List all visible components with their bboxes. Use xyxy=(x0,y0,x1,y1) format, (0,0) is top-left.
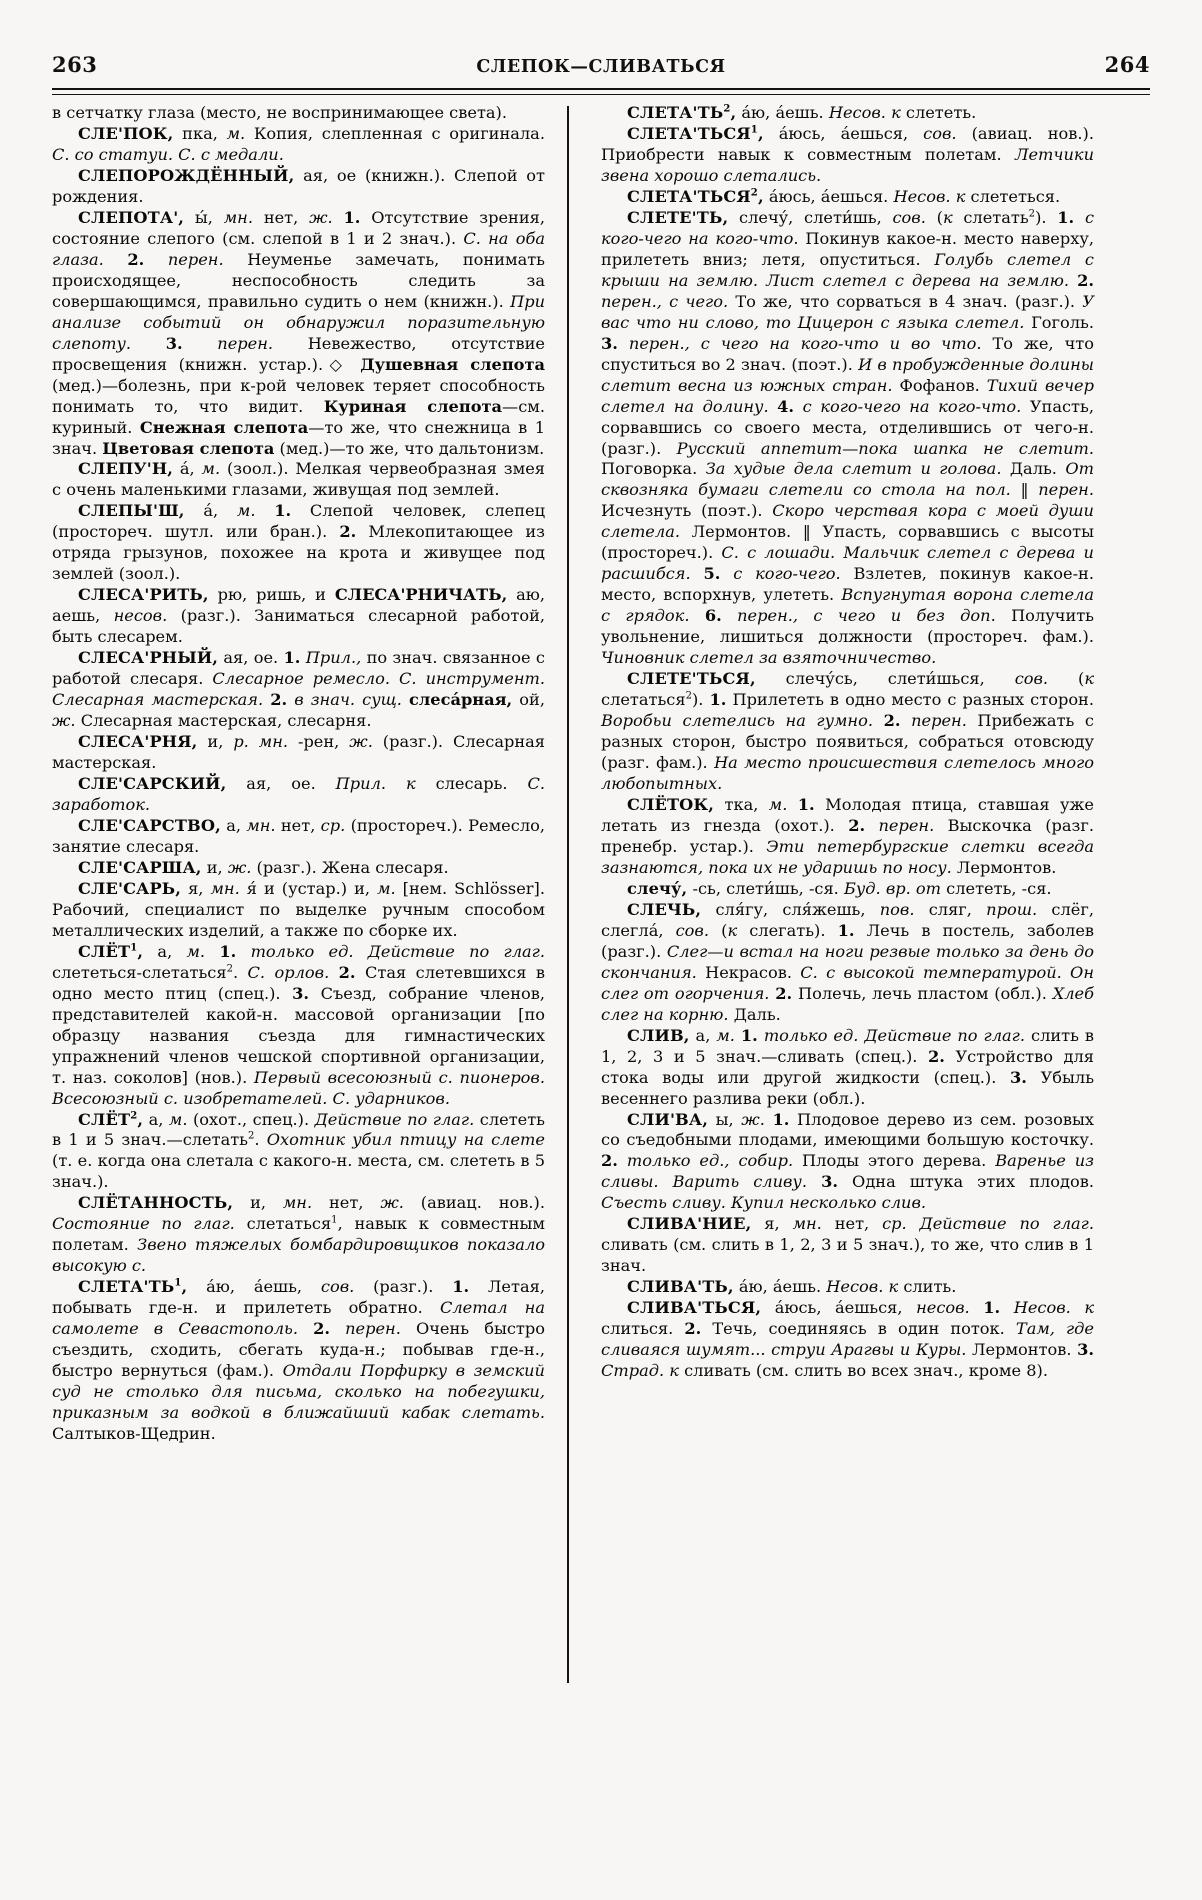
dictionary-entry xyxy=(52,208,545,460)
entry-headword: СЛЕСА'РНЯ, xyxy=(78,732,198,752)
dictionary-entry xyxy=(601,879,1094,900)
entry-headword: СЛЕТЕ'ТЬ, xyxy=(627,207,729,227)
entry-headword: СЛИ'ВА, xyxy=(627,1109,708,1129)
column-left xyxy=(52,103,567,1863)
header-rule xyxy=(52,88,1150,95)
entry-body: я, мн. я́ и (устар.) и, м. [нем. Schlösser]. Рабочий, специалист по выделке ручным способом металлических изделий, а также по сборке их. xyxy=(52,878,546,940)
folio-right: 264 xyxy=(1104,52,1150,77)
dictionary-entry xyxy=(52,732,545,774)
entry-headword: СЛЕПОТА', xyxy=(78,207,185,227)
dictionary-entry xyxy=(601,1026,1094,1110)
entry-body: áюсь, áешься. Несов. к слететься. xyxy=(763,186,1061,206)
dictionary-entry xyxy=(52,858,545,879)
entry-body: ы, ж. 1. Плодовое дерево из сем. розовых со съедобными плодами, имеющими большую косточку. 2. только ед., собир. Плоды этого дерева. Варенье из сливы. Варить сливу. 3. Одна штука этих плодов. Съесть сливу. Купил несколько слив. xyxy=(601,1109,1094,1213)
entry-body: и, р. мн. -рен, ж. (разг.). Слесарная мастерская. xyxy=(52,732,545,773)
entry-body: áюсь, áешься, несов. 1. Несов. к слиться. 2. Течь, соединяясь в один поток. Там, где сливаяся шумят... струи Арагвы и Куры. Лермонтов. 3. Страд. к сливать (см. слить во всех знач., кроме 8). xyxy=(601,1298,1095,1381)
entry-headword: СЛЕ'САРША, xyxy=(78,857,202,877)
entry-body: рю, ришь, и СЛЕСА'РНИЧАТЬ, аю, аешь, несов. (разг.). Заниматься слесарной работой, быть слесарем. xyxy=(52,585,545,647)
entry-headword: СЛЕТА'ТЬСЯ$^1$, xyxy=(627,123,764,143)
entry-body: ы́, мн. нет, ж. 1. Отсутствие зрения, состояние слепого (см. слепой в 1 и 2 знач.). С. на оба глаза. 2. перен. Неуменье замечать, понимать происходящее, неспособность следить за совершающимся, правильно судить о нем (книжн.). При анализе событий он обнаружил поразительную слепоту. 3. перен. Невежество, отсутствие просвещения (книжн. устар.).◇ Душевная слепота (мед.)—болезнь, при к-рой человек теряет способность понимать то, что видит. Куриная слепота—см. куриный. Снежная слепота—то же, что снежница в 1 знач. Цветовая слепота (мед.)—то же, что дальтонизм. xyxy=(52,207,546,458)
dictionary-entry xyxy=(52,1193,545,1277)
entry-headword: СЛИВА'ТЬ, xyxy=(627,1277,734,1297)
entry-headword: СЛЕСА'РИТЬ, xyxy=(78,585,209,605)
entry-body: и, мн. нет, ж. (авиац. нов.). Состояние по глаг. слетаться$^1$, навык к совместным полетам. Звено тяжелых бомбардировщиков показало высокую с. xyxy=(52,1193,546,1276)
entry-body: áю, áешь. Несов. к слить. xyxy=(733,1277,957,1297)
dictionary-entry xyxy=(601,1298,1094,1382)
dictionary-entry xyxy=(52,1277,545,1445)
dictionary-entry xyxy=(601,1277,1094,1298)
dictionary-entry xyxy=(52,124,545,166)
folio-left: 263 xyxy=(52,52,98,77)
entry-body: сля́гу, сля́жешь, пов. сляг, прош. слёг, слегла́, сов. (к слегать). 1. Лечь в постель, заболев (разг.). Слег—и встал на ноги резвые только за день до скончания. Некрасов. С. с высокой температурой. Он слег от огорчения. 2. Полечь, лечь пластом (обл.). Хлеб слег на корню. Даль. xyxy=(601,899,1095,1024)
entry-body: а, м. 1. только ед. Действие по глаг. слить в 1, 2, 3 и 5 знач.—сливать (спец.). 2. Устройство для стока воды или другой жидкости (спец.). 3. Убыль весеннего разлива реки (обл.). xyxy=(601,1025,1095,1108)
entry-body: слечу́, слети́шь, сов. (к слетать$^2$). 1. с кого-чего на кого-что. Покинув какое-н. место наверху, прилететь вниз; летя, опуститься. Голубь слетел с крыши на землю. Лист слетел с дерева на землю. 2. перен., с чего. То же, что сорваться в 4 знач. (разг.). У вас что ни слово, то Цицерон с языка слетел. Гоголь. 3. перен., с чего на кого-что и во что. То же, что спуститься во 2 знач. (поэт.). И в пробужденные долины слетит весна из южных стран. Фофанов. Тихий вечер слетел на долину. 4. с кого-чего на кого-что. Упасть, сорвавшись со своего места, отделившись от чего-н. (разг.). Русский аппетит—пока шапка не слетит. Поговорка. За худые дела слетит и голова. Даль. От сквозняка бумаги слетели со стола на пол. ‖ перен. Исчезнуть (поэт.). Скоро черствая кора с моей души слетела. Лермонтов. ‖ Упасть, сорвавшись с высоты (простореч.). С. с лошади. Мальчик слетел с дерева и расшибся. 5. с кого-чего. Взлетев, покинув какое-н. место, вспорхнув, улететь. Вспугнутая ворона слетела с грядок. 6. перен., с чего и без доп. Получить увольнение, лишиться должности (простореч. фам.). Чиновник слетел за взяточничество. xyxy=(601,207,1095,668)
entry-headword: СЛИВА'ТЬСЯ, xyxy=(627,1298,762,1318)
dictionary-entry xyxy=(601,124,1094,187)
entry-headword: СЛЕ'САРСКИЙ, xyxy=(78,774,227,793)
entry-headword: $СЛЕТА'ТЬ^1$, xyxy=(78,1277,188,1297)
entry-body: áю, áешь. Несов. к слететь. xyxy=(736,103,977,122)
dictionary-entry xyxy=(52,459,545,501)
entry-body: я, мн. нет, ср. Действие по глаг. сливать (см. слить в 1, 2, 3 и 5 знач.), то же, что слив в 1 знач. xyxy=(601,1214,1095,1276)
entry-body: á, м. 1. Слепой человек, слепец (простореч. шутл. или бран.). 2. Млекопитающее из отряда грызунов, похожее на крота и живущее под землей (зоол.). xyxy=(52,501,545,584)
entry-headword: СЛЕТЕ'ТЬСЯ, xyxy=(627,669,756,689)
running-title: СЛЕПОК—СЛИВАТЬСЯ xyxy=(476,57,726,77)
dictionary-entry xyxy=(601,103,1094,124)
entry-headword: СЛЁТАННОСТЬ, xyxy=(78,1193,234,1213)
dictionary-entry xyxy=(52,816,545,858)
entry-headword: СЛИВ, xyxy=(627,1025,690,1045)
entry-body: тка, м. 1. Молодая птица, ставшая уже летать из гнезда (охот.). 2. перен. Выскочка (разг. пренебр. устар.). Эти петербургские слетки всегда зазнаются, пока их не ударишь по носу. Лермонтов. xyxy=(601,794,1095,877)
dictionary-entry xyxy=(601,208,1094,669)
dictionary-entry xyxy=(52,1110,545,1194)
entry-body: ая, ое. 1. Прил., по знач. связанное с работой слесаря. Слесарное ремесло. С. инструмент. Слесарная мастерская. 2. в знач. сущ. слеса́рная, ой, ж. Слесарная мастерская, слесарня. xyxy=(52,648,546,731)
dictionary-entry xyxy=(52,774,545,816)
column-right xyxy=(569,103,1094,1863)
dictionary-entry xyxy=(52,648,545,732)
entry-body: и, ж. (разг.). Жена слесаря. xyxy=(201,857,449,877)
dictionary-entry xyxy=(601,187,1094,208)
text-columns xyxy=(52,103,1152,1863)
entry-headword: СЛЕПОРОЖДЁННЫЙ, xyxy=(78,165,295,185)
entry-headword: СЛЕСА'РНЫЙ, xyxy=(78,648,219,668)
dictionary-entry xyxy=(52,942,545,1110)
entry-body: а, м. (охот., спец.). Действие по глаг. слететь в 1 и 5 знач.—слетать$^2$. Охотник убил птицу на слете (т. е. когда она слетала с какого-н. места, см. слететь в 5 знач.). xyxy=(52,1109,545,1192)
dictionary-entry xyxy=(601,900,1094,1026)
entry-headword: СЛЁТОК, xyxy=(627,794,715,814)
dictionary-entry xyxy=(601,1110,1094,1215)
entry-headword: СЛИВА'НИЕ, xyxy=(627,1214,752,1234)
entry-body: слечу́сь, слети́шься, сов. (к слетаться$^2$). 1. Прилететь в одно место с разных сторон. Воробьи слетелись на гумно. 2. перен. Прибежать с разных сторон, быстро появиться, собраться отовсюду (разг. фам.). На место происшествия слетелось много любопытных. xyxy=(601,669,1094,793)
dictionary-entry xyxy=(601,1214,1094,1277)
running-head xyxy=(52,52,1150,86)
dictionary-entry xyxy=(52,166,545,208)
entry-body: пка, м. Копия, слепленная с оригинала. С. со статуи. С. с медали. xyxy=(52,123,545,164)
dictionary-entry xyxy=(52,879,545,942)
dictionary-entry xyxy=(52,585,545,648)
entry-headword: слечу́, xyxy=(627,878,688,898)
dictionary-entry xyxy=(52,103,545,124)
entry-headword: СЛЕЧЬ, xyxy=(627,899,702,919)
dictionary-entry xyxy=(601,795,1094,879)
entry-body: а, м. 1. только ед. Действие по глаг. слететься-слетаться$^2$. С. орлов. 2. Стая слетевшихся в одно место птиц (спец.). 3. Съезд, собрание членов, представителей какой-н. массовой организации [по образцу названия съезда для гимнастических упражнений членов чешской спортивной организации, т. наз. соколов] (нов.). Первый всесоюзный с. пионеров. Всесоюзный с. изобретателей. С. ударников. xyxy=(52,941,546,1108)
entry-headword: $СЛЕТА'ТЬ^2$, xyxy=(627,103,737,122)
entry-headword: СЛЕ'САРСТВО, xyxy=(78,815,221,835)
entry-body: áю, áешь, сов. (разг.). 1. Летая, побывать где-н. и прилететь обратно. Слетал на самолете в Севастополь. 2. перен. Очень быстро съездить, сходить, сбегать куда-н.; побывав где-н., быстро вернуться (фам.). Отдали Порфирку в земский суд не столько для письма, сколько на побегушки, приказным за водкой в ближайший кабак слетать. Салтыков-Щедрин. xyxy=(52,1277,545,1444)
dictionary-entry xyxy=(601,669,1094,795)
entry-body: á, м. (зоол.). Мелкая червеобразная змея с очень маленькими глазами, живущая под землей. xyxy=(52,459,545,500)
entry-headword: СЛЕ'САРЬ, xyxy=(78,878,182,898)
dictionary-entry xyxy=(52,501,545,585)
entry-body: ая, ое. Прил. к слесарь. С. заработок. xyxy=(52,774,546,814)
entry-body: а, мн. нет, ср. (простореч.). Ремесло, занятие слесаря. xyxy=(52,815,545,856)
entry-headword: СЛЕТА'ТЬСЯ$^2$, xyxy=(627,186,764,206)
entry-body: ая, ое (книжн.). Слепой от рождения. xyxy=(52,165,545,206)
entry-headword: СЛЕПЫ'Ш, xyxy=(78,501,185,521)
entry-body: в сетчатку глаза (место, не воспринимающее света). xyxy=(52,103,508,122)
entry-body: áюсь, áешься, сов. (авиац. нов.). Приобрести навык к совместным полетам. Летчики звена хорошо слетались. xyxy=(601,123,1094,185)
entry-headword: СЛЕ'ПОК, xyxy=(78,123,174,143)
entry-headword: СЛЕПУ'Н, xyxy=(78,459,174,479)
entry-headword: СЛЁТ$^2$, xyxy=(78,1109,144,1129)
entry-headword: СЛЁТ$^1$, xyxy=(78,941,144,961)
entry-body: -сь, слети́шь, -ся. Буд. вр. от слететь, -ся. xyxy=(687,878,1052,898)
